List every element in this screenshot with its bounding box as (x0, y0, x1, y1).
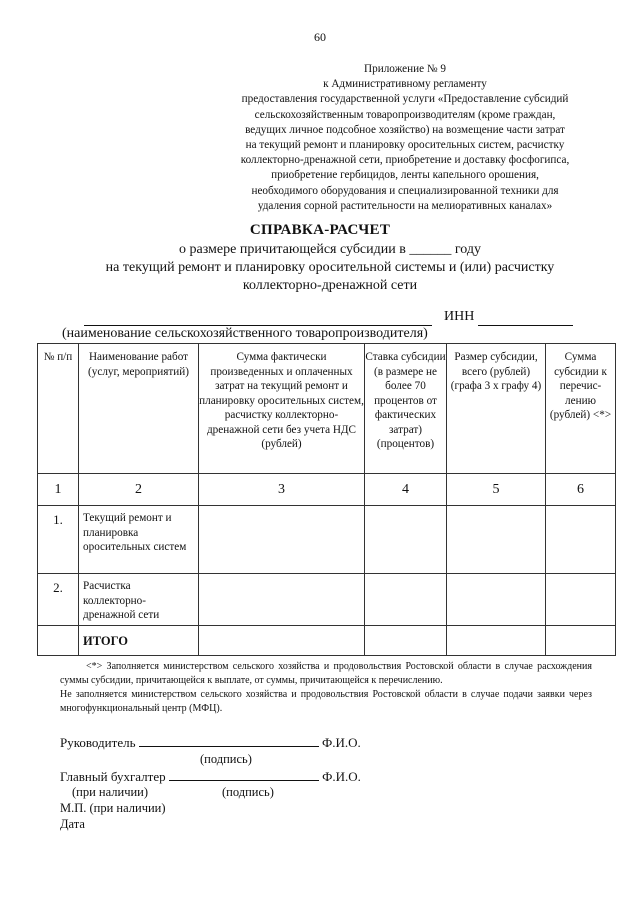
row-name: Расчистка коллекторно-дренажной сети (79, 574, 199, 626)
footnote-paragraph: <*> Заполняется министерством сельского хозяйства и продовольствия Ростовской области в случае расхождения суммы субсидии, причитающейся к выплате, от суммы, причитающейся к перечислению. (60, 661, 592, 686)
appendix-line: удаления сорной растительности на мелиоративных каналах» (257, 199, 553, 212)
document-subtitle (40, 241, 620, 295)
subsidy-cell[interactable] (447, 574, 546, 626)
column-number: 2 (79, 474, 199, 506)
footnote-paragraph: Не заполняется министерством сельского хозяйства и продовольствия Ростовской области в случае подачи заявки через многофункциональный центр (МФЦ). (60, 689, 592, 714)
column-number-row (38, 474, 616, 506)
header-cell: Сумма фактически произведенных и оплаченных затрат на текущий ремонт и планировку оросительных систем, расчистку коллекторно-дренажной сети без учета НДС (рублей) (199, 344, 365, 474)
column-number: 6 (546, 474, 616, 506)
appendix-line: к Административному регламенту (323, 78, 487, 91)
accountant-signature-caption: (подпись) (222, 785, 274, 799)
appendix-line: Приложение № 9 (364, 63, 446, 75)
accountant-label: Главный бухгалтер (60, 769, 166, 784)
header-cell: Размер субсидии, всего (рублей) (графа 3 х графу 4) (447, 344, 546, 474)
column-number: 1 (38, 474, 79, 506)
accountant-if-any: (при наличии) (72, 785, 149, 799)
header-cell: № п/п (38, 344, 79, 474)
appendix-line: предоставления государственной услуги «Предоставление субсидий (241, 93, 569, 106)
page-number: 60 (314, 30, 326, 44)
subtitle-line: о размере причитающейся субсидии в ______ году (179, 242, 481, 257)
org-caption: (наименование сельскохозяйственного товаропроизводителя) (62, 326, 428, 341)
appendix-line: сельскохозяйственным товаропроизводителям (кроме граждан, (254, 108, 556, 121)
row-number: 2. (38, 574, 79, 626)
org-name-field[interactable] (84, 309, 432, 326)
column-number: 3 (199, 474, 365, 506)
total-num-cell (38, 626, 79, 656)
table-row (38, 506, 616, 574)
inn-label: ИНН (444, 309, 475, 324)
header-cell: Ставка субсидии (в размере не более 70 процентов от фактических затрат) (процентов) (365, 344, 447, 474)
appendix-line: ведущих личное подсобное хозяйство) на возмещение части затрат (245, 123, 565, 136)
inn-field[interactable] (478, 309, 573, 326)
head-fio: Ф.И.О. (322, 735, 361, 750)
head-signature-caption: (подпись) (200, 752, 252, 766)
appendix-line: на текущий ремонт и планировку оросительных систем, расчистку (245, 139, 565, 152)
footnote (60, 660, 592, 716)
calculation-table (37, 343, 616, 656)
total-label: ИТОГО (79, 626, 199, 656)
table-row (38, 574, 616, 626)
header-cell: Наименование работ (услуг, мероприятий) (79, 344, 199, 474)
appendix-line: приобретение гербицидов, ленты капельного орошения, (271, 169, 539, 182)
appendix-header (200, 62, 610, 214)
transfer-cell[interactable] (546, 506, 616, 574)
rate-cell[interactable] (365, 506, 447, 574)
subsidy-cell[interactable] (447, 506, 546, 574)
head-signature-line (60, 734, 361, 751)
row-name: Текущий ремонт и планировка оросительных систем (79, 506, 199, 574)
subtitle-line: на текущий ремонт и планировку оросительной системы и (или) расчистку (105, 260, 555, 275)
appendix-line: необходимого оборудования и специализированной техники для (251, 184, 559, 197)
head-label: Руководитель (60, 735, 136, 750)
subtitle-line: коллекторно-дренажной сети (242, 278, 418, 293)
transfer-cell[interactable] (546, 574, 616, 626)
amount-cell[interactable] (199, 506, 365, 574)
total-amount-cell[interactable] (199, 626, 365, 656)
stamp-label: М.П. (при наличии) (60, 801, 166, 815)
head-signature-field[interactable] (139, 734, 319, 747)
header-cell: Сумма субсидии к перечис-лению (рублей) <*> (546, 344, 616, 474)
document-title: СПРАВКА-РАСЧЕТ (249, 222, 391, 238)
total-rate-cell[interactable] (365, 626, 447, 656)
total-transfer-cell[interactable] (546, 626, 616, 656)
accountant-fio: Ф.И.О. (322, 769, 361, 784)
total-subsidy-cell[interactable] (447, 626, 546, 656)
accountant-signature-line (60, 768, 361, 785)
column-number: 4 (365, 474, 447, 506)
total-row (38, 626, 616, 656)
row-number: 1. (38, 506, 79, 574)
header-row (38, 344, 616, 474)
amount-cell[interactable] (199, 574, 365, 626)
appendix-line: коллекторно-дренажной сети, приобретение и доставку фосфогипса, (240, 154, 570, 167)
column-number: 5 (447, 474, 546, 506)
accountant-signature-field[interactable] (169, 768, 319, 781)
rate-cell[interactable] (365, 574, 447, 626)
date-label: Дата (60, 817, 85, 831)
